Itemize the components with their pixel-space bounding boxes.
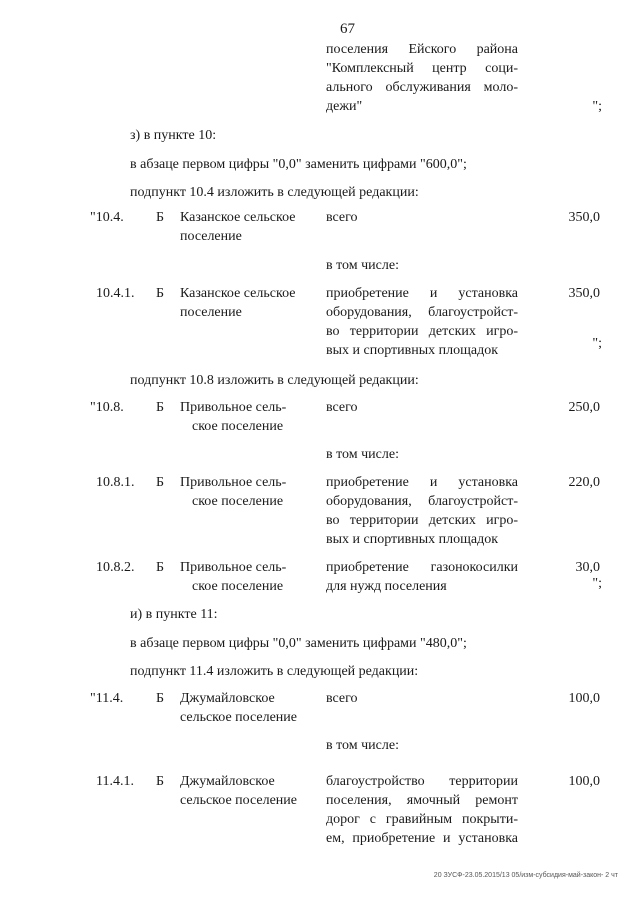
item-amount: 220,0 [568, 475, 600, 490]
item-amount: 250,0 [568, 400, 600, 415]
text-line: оборудования, благоустройст- [326, 305, 518, 320]
text-line: сельское поселение [180, 793, 297, 808]
section-heading: з) в пункте 10: [130, 128, 217, 143]
item-name [180, 689, 297, 727]
item-desc: всего [326, 691, 358, 706]
text-line: Казанское сельское [180, 286, 296, 301]
text-line: Привольное сель- [180, 475, 287, 490]
item-name [180, 398, 286, 436]
text-line: поселения, ямочный ремонт [326, 793, 518, 808]
item-desc [326, 473, 518, 549]
text-line: "Комплексный центр соци- [326, 61, 518, 76]
item-name [180, 558, 286, 596]
item-desc [326, 772, 518, 848]
item-letter: Б [156, 400, 165, 415]
paragraph: подпункт 11.4 изложить в следующей редакции: [130, 664, 419, 679]
paragraph: в абзаце первом цифры "0,0" заменить цифрами "600,0"; [130, 157, 467, 172]
top-fragment [326, 40, 518, 116]
text-line: дежи" [326, 99, 363, 114]
item-code: 10.8.1. [96, 475, 135, 490]
text-line: ское поселение [192, 419, 284, 434]
text-line: ское поселение [192, 494, 284, 509]
paragraph: подпункт 10.4 изложить в следующей редакции: [130, 185, 419, 200]
footer-filename: 20 ЗУСФ-23.05.2015/13 05/изм-субсидия-май-закон- 2 чт [433, 872, 618, 879]
item-desc: всего [326, 400, 358, 415]
item-code: "10.4. [90, 210, 124, 225]
text-line: ское поселение [192, 579, 284, 594]
item-desc: всего [326, 210, 358, 225]
item-letter: Б [156, 560, 165, 575]
item-letter: Б [156, 691, 165, 706]
text-line: дорог с гравийным покрыти- [326, 812, 518, 827]
item-code: 10.4.1. [96, 286, 135, 301]
item-letter: Б [156, 210, 165, 225]
item-name [180, 473, 286, 511]
item-letter: Б [156, 286, 165, 301]
item-desc [326, 558, 518, 596]
text-line: ем, приобретение и установка [326, 831, 518, 846]
close-quote: "; [592, 99, 602, 114]
text-line: во территории детских игро- [326, 513, 518, 528]
text-line: Привольное сель- [180, 400, 287, 415]
item-name [180, 772, 297, 810]
subheading: в том числе: [326, 738, 399, 753]
close-quote: "; [592, 576, 602, 591]
item-name [180, 208, 295, 246]
paragraph: в абзаце первом цифры "0,0" заменить цифрами "480,0"; [130, 636, 467, 651]
text-line: оборудования, благоустройст- [326, 494, 518, 509]
page-number: 67 [340, 21, 355, 37]
text-line: ального обслуживания моло- [326, 80, 518, 95]
text-line: вых и спортивных площадок [326, 343, 499, 358]
item-code: "11.4. [90, 691, 124, 706]
text-line: Казанское сельское [180, 210, 296, 225]
text-line: поселение [180, 229, 242, 244]
text-line: приобретение газонокосилки [326, 560, 518, 575]
text-line: благоустройство территории [326, 774, 518, 789]
text-line: поселение [180, 305, 242, 320]
text-line: Джумайловское [180, 691, 275, 706]
item-amount: 350,0 [568, 210, 600, 225]
subheading: в том числе: [326, 258, 399, 273]
paragraph: подпункт 10.8 изложить в следующей редакции: [130, 373, 419, 388]
text-line: приобретение и установка [326, 286, 518, 301]
text-line: для нужд поселения [326, 579, 447, 594]
section-heading: и) в пункте 11: [130, 607, 218, 622]
text-line: вых и спортивных площадок [326, 532, 499, 547]
item-amount: 100,0 [568, 774, 600, 789]
item-letter: Б [156, 774, 165, 789]
item-code: 11.4.1. [96, 774, 134, 789]
item-amount: 100,0 [568, 691, 600, 706]
text-line: поселения Ейского района [326, 42, 518, 57]
text-line: Привольное сель- [180, 560, 287, 575]
subheading: в том числе: [326, 447, 399, 462]
item-amount: 30,0 [575, 560, 600, 575]
item-code: "10.8. [90, 400, 124, 415]
close-quote: "; [592, 336, 602, 351]
text-line: во территории детских игро- [326, 324, 518, 339]
item-code: 10.8.2. [96, 560, 135, 575]
text-line: сельское поселение [180, 710, 297, 725]
item-amount: 350,0 [568, 286, 600, 301]
item-desc [326, 284, 518, 360]
text-line: Джумайловское [180, 774, 275, 789]
item-letter: Б [156, 475, 165, 490]
text-line: приобретение и установка [326, 475, 518, 490]
item-name [180, 284, 295, 322]
